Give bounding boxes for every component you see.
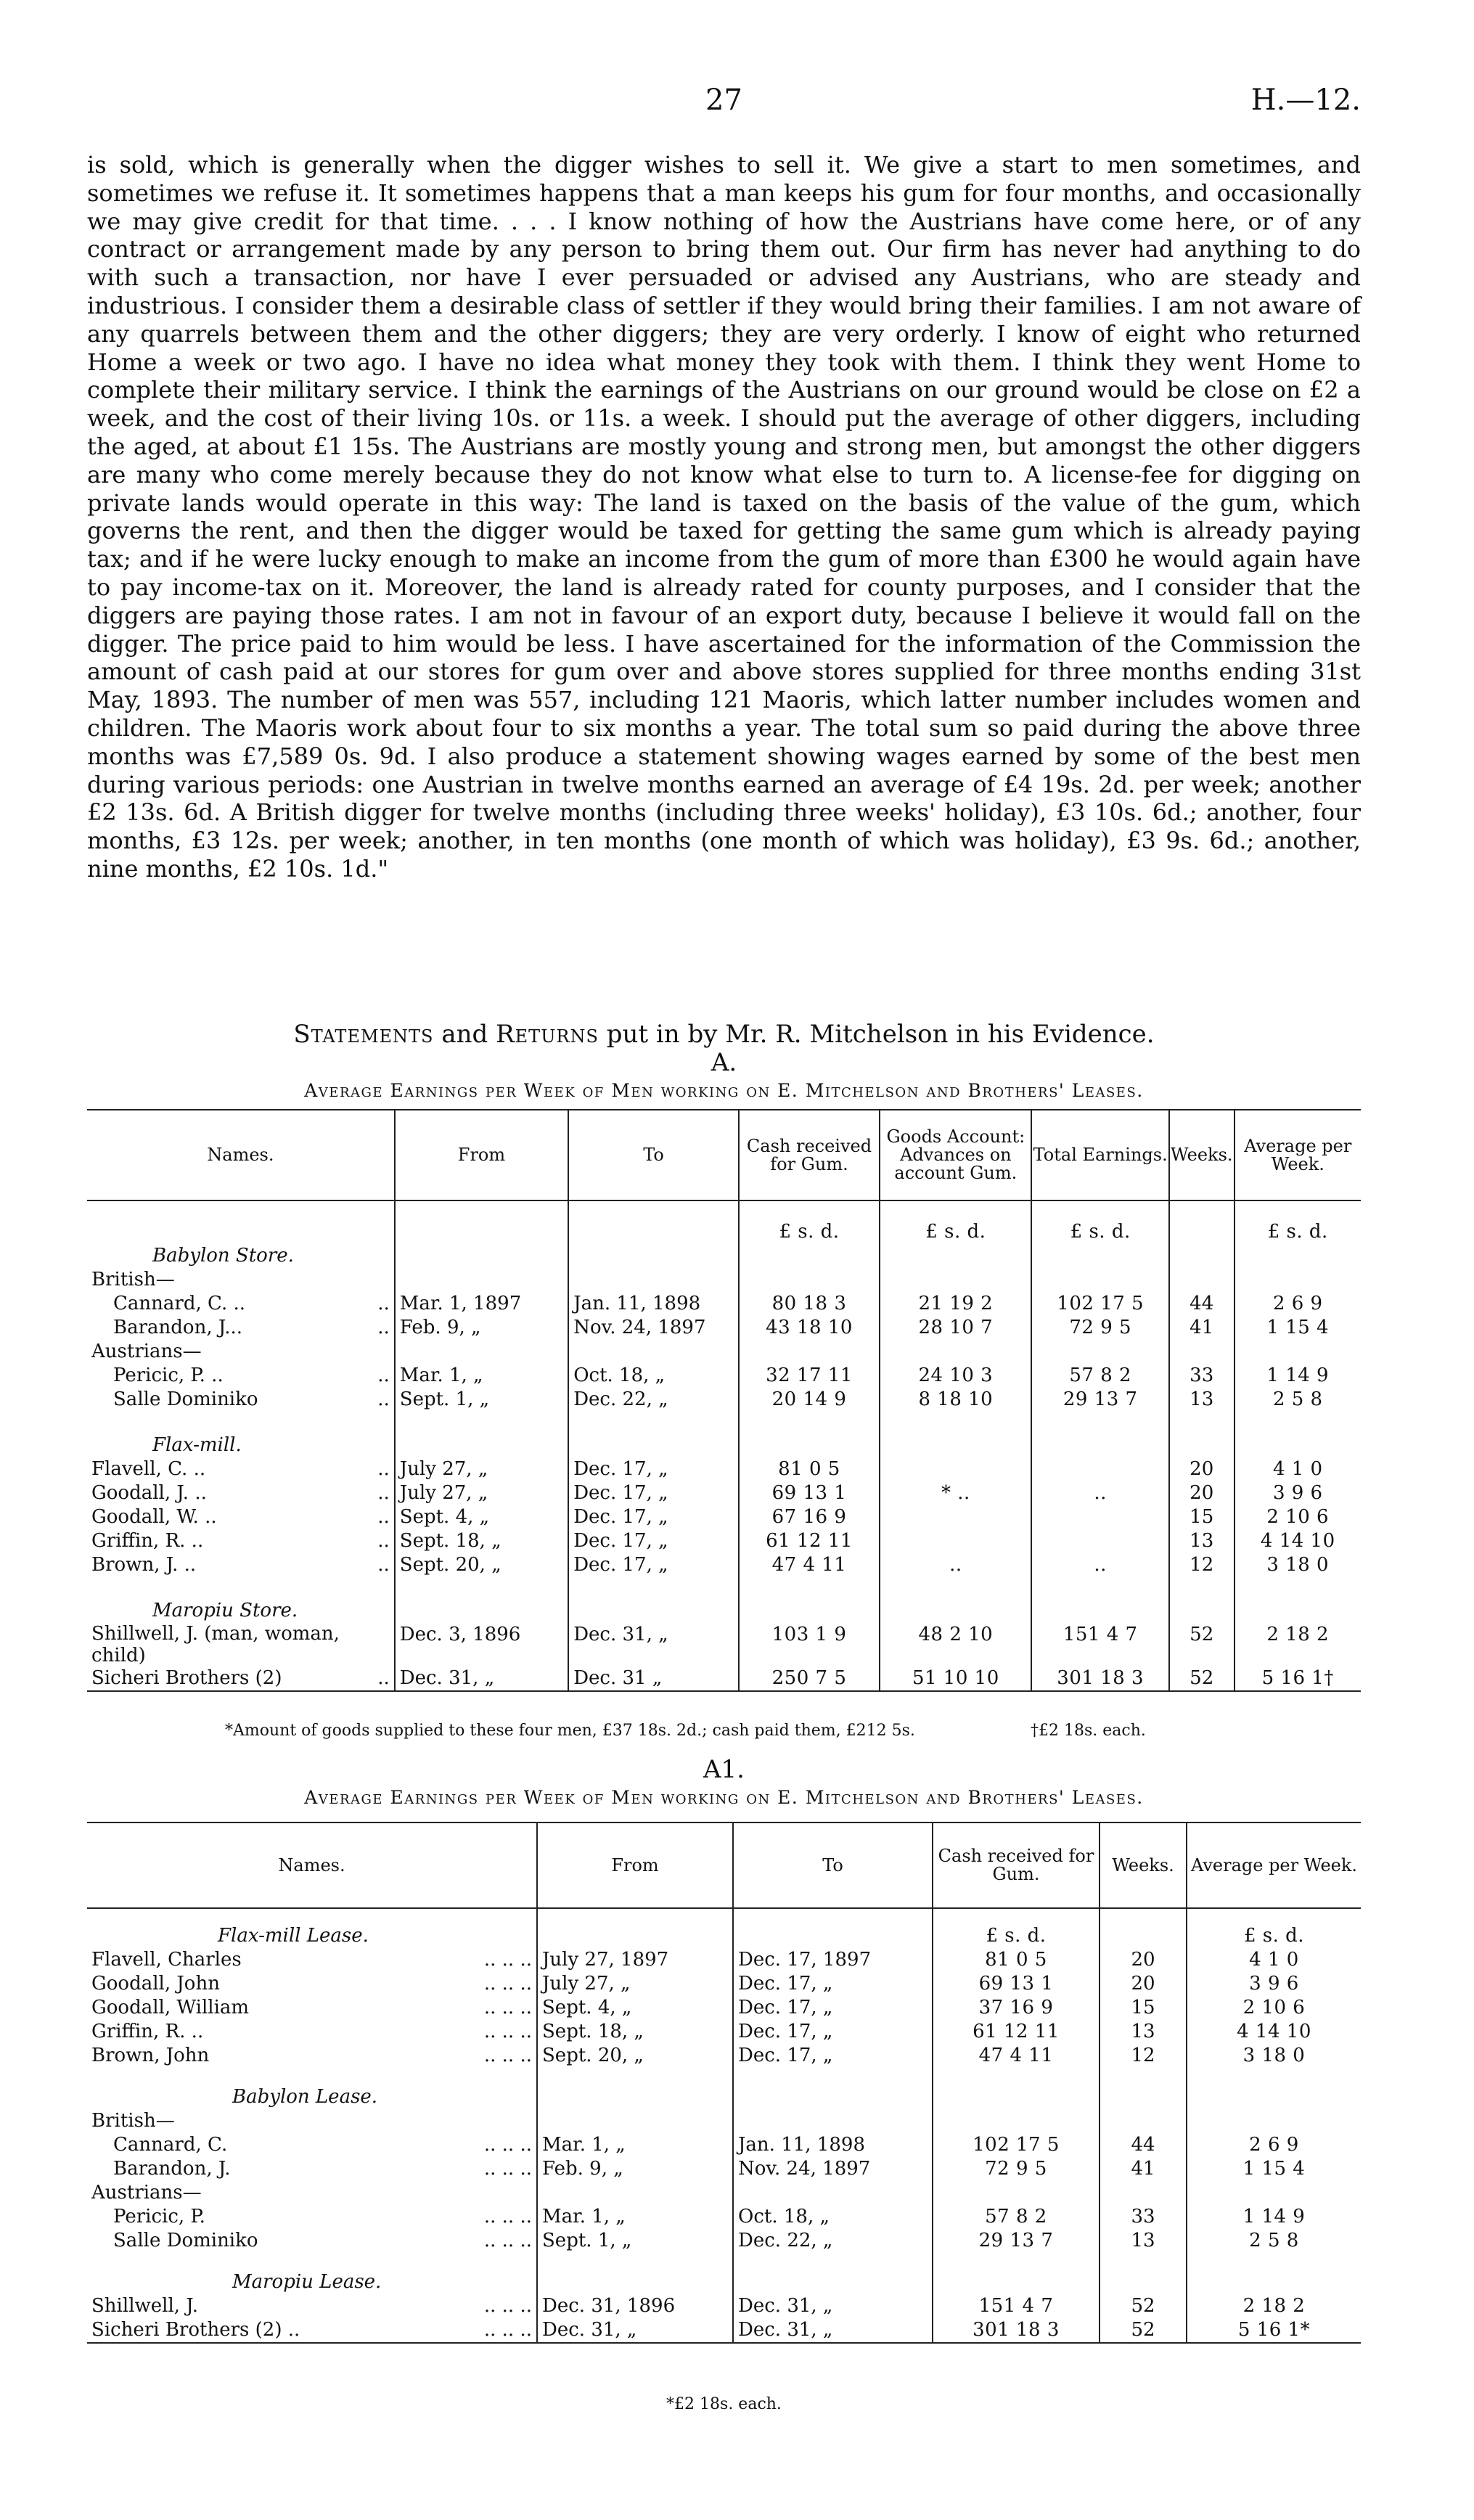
table-a-title: Average Earnings per Week of Men working on E. Mitchelson and Brothers' Leases. [304,1080,1144,1101]
table-row: Griffin, R. .. .. .. .. Sept. 18, „ Dec. 17, „ 61 12 11 13 4 14 10 [87,2020,1361,2044]
table-row: Goodall, William .. .. .. Sept. 4, „ Dec. 17, „ 37 16 9 15 2 10 6 [87,1996,1361,2020]
col-to: To [733,1822,933,1908]
col-names: Names. [207,1145,274,1165]
table-a-footnote-2: †£2 18s. each. [1031,1722,1146,1740]
group-heading: Austrians— [91,2182,202,2204]
unit-label: £ s. d. [1031,1200,1168,1244]
unit-label: £ s. d. [880,1200,1031,1244]
table-row: Salle Dominiko .. Sept. 1, „ Dec. 22, „ 20 14 9 8 18 10 29 13 7 13 2 5 8 [87,1388,1361,1412]
table-a-label: A. [711,1048,737,1077]
table-row: Goodall, J. .. .. July 27, „ Dec. 17, „ 69 13 1 * .. .. 20 3 9 6 [87,1481,1361,1505]
table-row: Flavell, C. .. .. July 27, „ Dec. 17, „ 81 0 5 20 4 1 0 [87,1457,1361,1481]
table-row: Barandon, J... .. Feb. 9, „ Nov. 24, 1897 43 18 10 28 10 7 72 9 5 41 1 15 4 [87,1316,1361,1340]
col-cash: Cash received for Gum. [933,1822,1100,1908]
table-row: Goodall, W. .. .. Sept. 4, „ Dec. 17, „ 67 16 9 15 2 10 6 [87,1505,1361,1529]
table-a1-footnote: *£2 18s. each. [666,2395,782,2413]
table-row: Barandon, J. .. .. .. Feb. 9, „ Nov. 24, 1897 72 9 5 41 1 15 4 [87,2157,1361,2181]
col-to: To [568,1110,739,1200]
evidence-text [87,151,1361,883]
table-row: Brown, J. .. .. Sept. 20, „ Dec. 17, „ 47 4 11 .. .. 12 3 18 0 [87,1553,1361,1577]
table-row: Brown, John .. .. .. Sept. 20, „ Dec. 17, „ 47 4 11 12 3 18 0 [87,2044,1361,2068]
table-row: Pericic, P. .. .. Mar. 1, „ Oct. 18, „ 32 17 11 24 10 3 57 8 2 33 1 14 9 [87,1364,1361,1388]
section-heading: Flax-mill Lease. [218,1925,369,1947]
group-heading: British— [91,1269,175,1290]
section-heading: Babylon Store. [152,1245,294,1267]
table-row: Sicheri Brothers (2) .. .. .. .. Dec. 31, „ Dec. 31, „ 301 18 3 52 5 16 1* [87,2318,1361,2343]
page-number: 27 [705,83,742,117]
table-row: Cannard, C. .. .. Mar. 1, 1897 Jan. 11, 1898 80 18 3 21 19 2 102 17 5 44 2 6 9 [87,1292,1361,1316]
section-heading: Flax-mill. [152,1434,242,1456]
table-row: Griffin, R. .. .. Sept. 18, „ Dec. 17, „ 61 12 11 13 4 14 10 [87,1529,1361,1553]
table-row: Pericic, P. .. .. .. Mar. 1, „ Oct. 18, „ 57 8 2 33 1 14 9 [87,2205,1361,2229]
statements-title: Statements and Returns put in by Mr. R. Mitchelson in his Evidence. [293,1020,1155,1049]
table-row: Cannard, C. .. .. .. Mar. 1, „ Jan. 11, 1898 102 17 5 44 2 6 9 [87,2133,1361,2157]
table-a1 [87,1822,1361,2344]
paragraph: is sold, which is generally when the digger wishes to sell it. We give a start to men sometimes, and sometimes we refuse it. It sometimes happens that a man keeps his gum for four months, and occasionally we may give credit for that time. . . . I know nothing of how the Austrians have come here, or of any contract or arrangement made by any person to bring them out. Our firm has never had anything to do with such a transaction, nor have I ever persuaded or advised any Austrians, who are steady and industrious. I consider them a desirable class of settler if they would bring their families. I am not aware of any quarrels between them and the other diggers; they are very orderly. I know of eight who returned Home a week or two ago. I have no idea what money they took with them. I think they went Home to complete their military service. I think the earnings of the Austrians on our ground would be close on £2 a week, and the cost of their living 10s. or 11s. a week. I should put the average of other diggers, including the aged, at about £1 15s. The Austrians are mostly young and strong men, but amongst the other diggers are many who come merely because they do not know what else to turn to. A license-fee for digging on private lands would operate in this way: The land is taxed on the basis of the value of the gum, which governs the rent, and then the digger would be taxed for getting the same gum which is already paying tax; and if he were lucky enough to make an income from the gum of more than £300 he would again have to pay income-tax on it. Moreover, the land is already rated for county purposes, and I consider that the diggers are paying those rates. I am not in favour of an export duty, because I believe it would fall on the digger. The price paid to him would be less. I have ascertained for the information of the Commission the amount of cash paid at our stores for gum over and above stores supplied for three months ending 31st May, 1893. The number of men was 557, including 121 Maoris, which latter number includes women and children. The Maoris work about four to six months a year. The total sum so paid during the above three months was £7,589 0s. 9d. I also produce a statement showing wages earned by some of the best men during various periods: one Austrian in twelve months earned an average of £4 19s. 2d. per week; another £2 13s. 6d. A British digger for twelve months (including three weeks' holiday), £3 10s. 6d.; another, four months, £3 12s. per week; another, in ten months (one month of which was holiday), £3 9s. 6d.; another, nine months, £2 10s. 1d." [87,151,1361,883]
table-a [87,1109,1361,1692]
unit-label: £ s. d. [1235,1200,1361,1244]
col-cash: Cash received for Gum. [739,1110,880,1200]
section-heading: Maropiu Store. [152,1600,298,1621]
group-heading: Austrians— [91,1341,202,1362]
table-row: Shillwell, J. (man, woman, child) Dec. 3, 1896 Dec. 31, „ 103 1 9 48 2 10 151 4 7 52 2 18 2 [87,1623,1361,1666]
table-row: Goodall, John .. .. .. July 27, „ Dec. 17, „ 69 13 1 20 3 9 6 [87,1972,1361,1996]
section-heading: Maropiu Lease. [232,2271,382,2293]
group-heading: British— [91,2110,175,2132]
col-from: From [537,1822,733,1908]
col-weeks: Weeks. [1100,1822,1187,1908]
col-total: Total Earnings. [1031,1110,1168,1200]
col-goods: Goods Account: Advances on account Gum. [880,1110,1031,1200]
table-row: Sicheri Brothers (2) .. Dec. 31, „ Dec. 31 „ 250 7 5 51 10 10 301 18 3 52 5 16 1† [87,1666,1361,1691]
unit-label: £ s. d. [1187,1924,1361,1948]
table-a1-title: Average Earnings per Week of Men working on E. Mitchelson and Brothers' Leases. [304,1787,1144,1808]
col-average: Average per Week. [1187,1822,1361,1908]
table-row: Shillwell, J. .. .. .. Dec. 31, 1896 Dec. 31, „ 151 4 7 52 2 18 2 [87,2294,1361,2318]
table-a-footnote: *Amount of goods supplied to these four men, £37 18s. 2d.; cash paid them, £212 5s. [225,1722,915,1740]
col-average: Average per Week. [1235,1110,1361,1200]
table-row: Salle Dominiko .. .. .. Sept. 1, „ Dec. 22, „ 29 13 7 13 2 5 8 [87,2229,1361,2253]
document-code: H.—12. [1250,83,1361,117]
col-from: From [395,1110,568,1200]
col-names: Names. [278,1854,345,1875]
col-weeks: Weeks. [1169,1110,1235,1200]
unit-label: £ s. d. [933,1924,1100,1948]
table-row: Flavell, Charles .. .. .. July 27, 1897 Dec. 17, 1897 81 0 5 20 4 1 0 [87,1948,1361,1972]
unit-label: £ s. d. [739,1200,880,1244]
section-heading: Babylon Lease. [232,2086,378,2108]
table-a1-label: A1. [703,1755,745,1784]
